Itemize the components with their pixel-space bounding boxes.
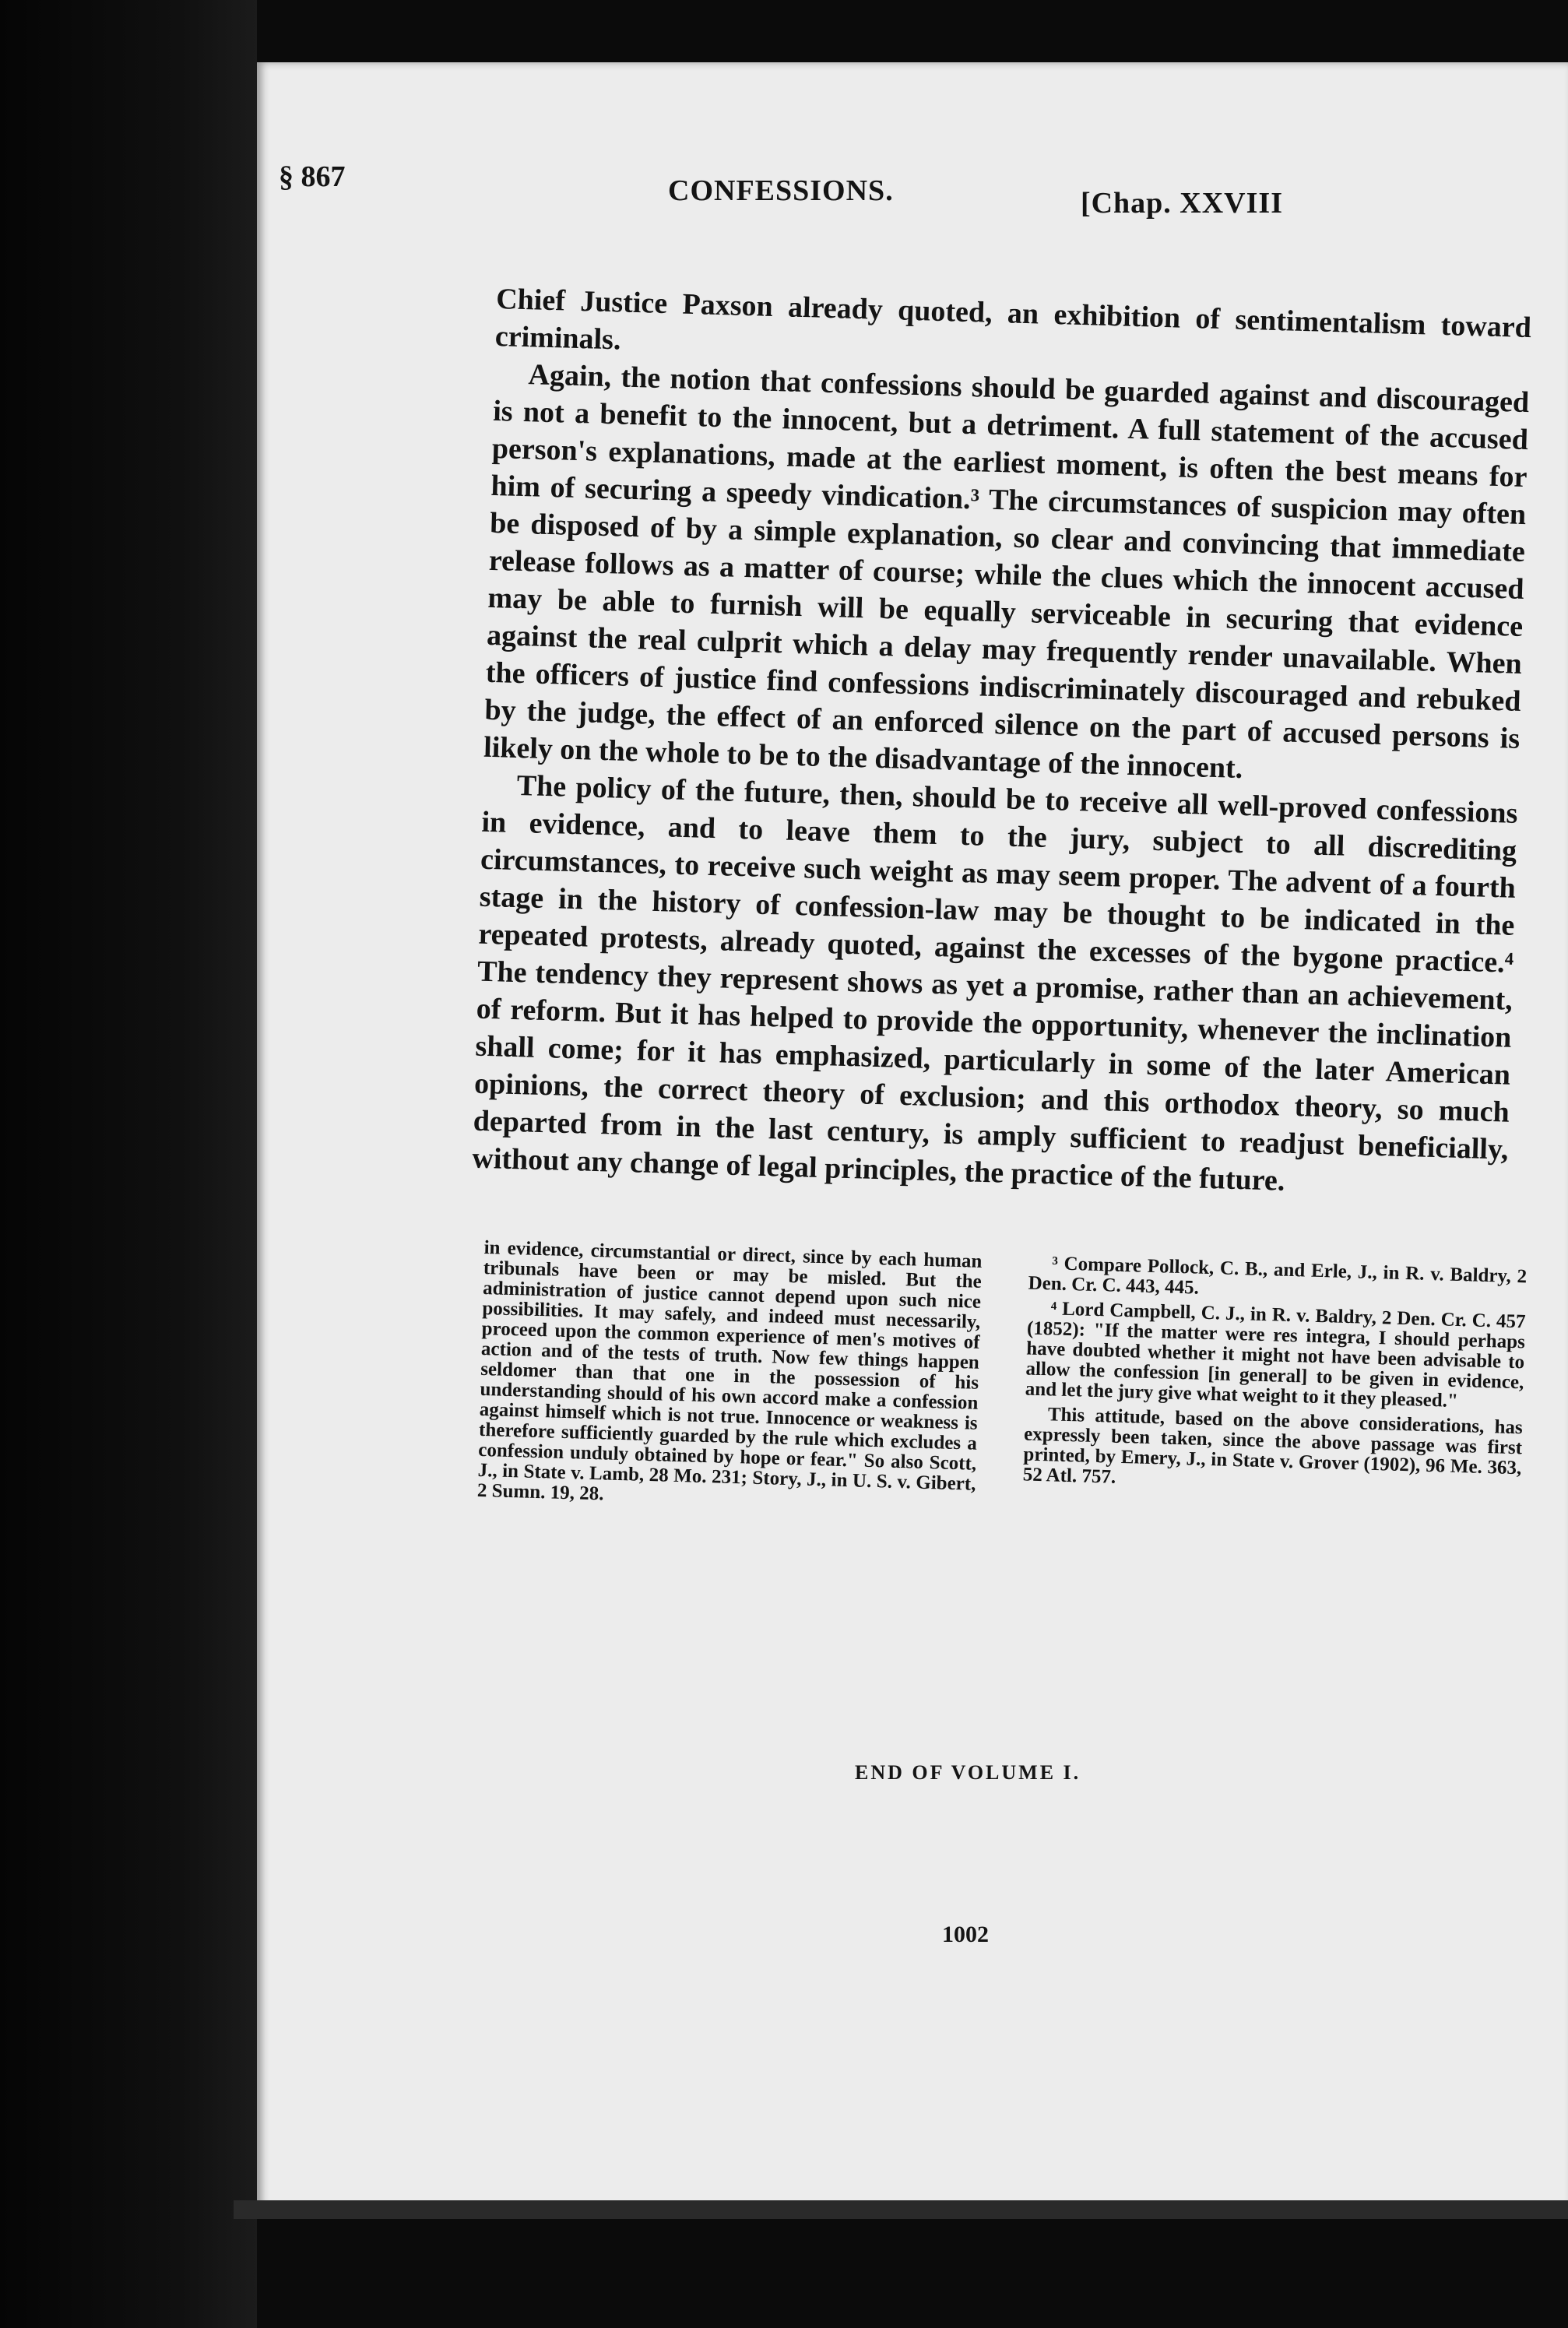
footnote-column-right [1022, 1254, 1527, 1504]
footnote-continuation: in evidence, circumstantial or direct, since by each human tribunals have been or may be misled. But the administration of justice cannot depend upon such nice possibilities. It may safely, and indeed must necessarily, proceed upon the common experience of men's motives of action and of the tests of truth. Now few things happen seldomer than that one in the possession of his understanding should of his own accord make a confession against himself which is not true. Innocence or weakness is therefore sufficiently guarded by the rule which excludes a confession unduly obtained by hope or fear." So also Scott, J., in State v. Lamb, 28 Mo. 231; Story, J., in U. S. v. Gibert, 2 Sumn. 19, 28. [476, 1237, 983, 1505]
footnote-4: ⁴ Lord Campbell, C. J., in R. v. Baldry, 2 Den. Cr. C. 457 (1852): "If the matter were res integra, I should perhaps have doubted whether it might not have been advisable to allow the confession [in general] to be given in evidence, and let the jury give what weight to it they pleased." [1025, 1298, 1526, 1412]
main-text [472, 280, 1532, 1206]
end-of-volume: END OF VOLUME I. [855, 1761, 1081, 1784]
page-bottom-edge [234, 2200, 1568, 2219]
chapter-label: [Chap. XXVIII [1080, 187, 1283, 220]
paragraph-2: Again, the notion that confessions should be guarded against and discouraged is not a benefit to the innocent, but a detriment. A full statement of the accused person's explanations, made at the earliest moment, is often the best means for him of securing a speedy vindication.³ The circumstances of suspicion may often be disposed of by a simple explanation, so clear and convincing that immediate release follows as a matter of course; while the clues which the innocent accused may be able to furnish will be equally serviceable in securing that evidence against the real culprit which a delay may frequently render unavailable. When the officers of justice find confessions indiscriminately discouraged and rebuked by the judge, the effect of an enforced silence on the part of accused persons is likely on the whole to be to the disadvantage of the innocent. [483, 358, 1530, 785]
paragraph-1: Chief Justice Paxson already quoted, an exhibition of sentimentalism toward criminals. [494, 282, 1532, 357]
footnote-column-left [476, 1238, 982, 1520]
paragraph-3: The policy of the future, then, should be to receive all well-proved confessions in evidence, and to leave them to the jury, subject to all discrediting circumstances, to receive such weight as may seem proper. The advent of a fourth stage in the history of confession-law may be thought to be indicated in the repeated protests, already quoted, against the excesses of the bygone practice.⁴ The tendency they represent shows as yet a promise, rather than an achievement, of reform. But it has helped to provide the opportunity, whenever the inclination shall come; for it has emphasized, particularly in some of the later American opinions, the correct theory of exclusion; and this orthodox theory, so much departed from in the last century, is amply sufficient to readjust beneficially, without any change of legal principles, the practice of the future. [471, 768, 1518, 1197]
scan-dark-border [0, 0, 257, 2328]
section-number: § 867 [279, 160, 346, 193]
footnotes [474, 1238, 1528, 1633]
running-header [279, 160, 1283, 220]
footnote-3: ³ Compare Pollock, C. B., and Erle, J., in R. v. Baldry, 2 Den. Cr. C. 443, 445. [1028, 1253, 1528, 1299]
page-number: 1002 [942, 1922, 989, 1947]
footnote-4-addendum: This attitude, based on the above considerations, has expressly been taken, since the above passage was first printed, by Emery, J., in State v. Grover (1902), 96 Me. 363, 52 Atl. 757. [1022, 1404, 1524, 1488]
running-title: CONFESSIONS. [668, 174, 894, 207]
